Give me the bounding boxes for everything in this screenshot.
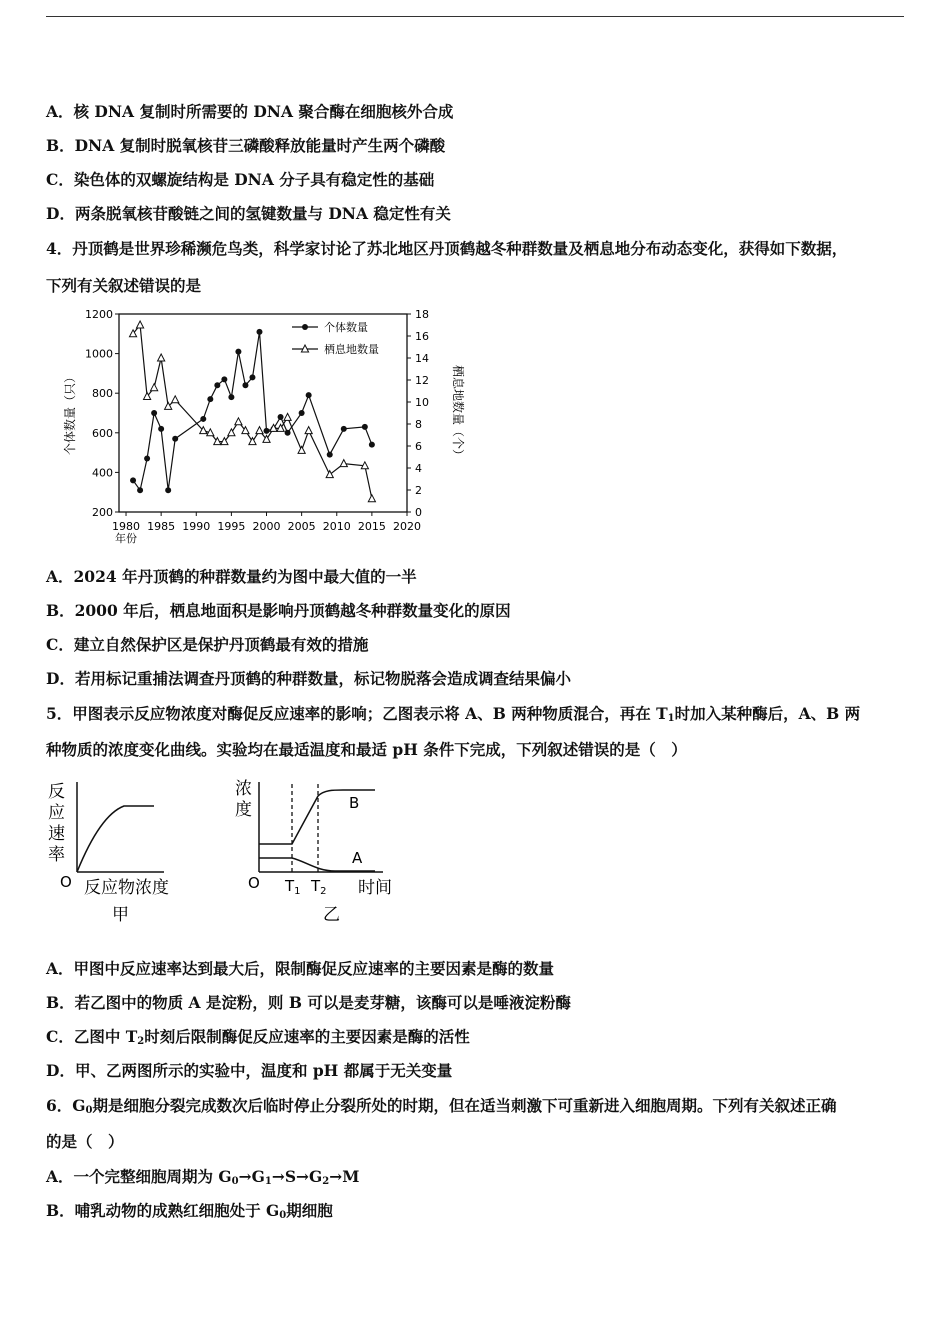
y-left-tick-label: 600 [92,426,113,440]
data-point-circle [207,396,213,402]
curve-b-label: B [349,794,360,812]
data-point-triangle [256,427,263,434]
q5-stem-line1 [46,704,860,729]
q4-stem-line2: 下列有关叙述错误的是 [46,276,202,295]
x-tick-label: 1995 [217,520,246,533]
legend-marker-circle [302,324,308,330]
q3-option-c: C．染色体的双螺旋结构是 DNA 分子具有稳定性的基础 [46,170,435,189]
data-point-triangle [340,460,347,467]
x-axis-title: 年份 [115,532,138,545]
data-point-triangle [298,446,305,453]
q3-option-a: A．核 DNA 复制时所需要的 DNA 聚合酶在细胞核外合成 [46,102,454,121]
q5-stem-line2: 种物质的浓度变化曲线。实验均在最适温度和最适 pH 条件下完成，下列叙述错误的是（ ） [46,740,687,759]
jia-ylabel-char: 率 [48,845,65,865]
data-point-circle [214,382,220,388]
q5-option-d: D．甲、乙两图所示的实验中，温度和 pH 都属于无关变量 [46,1061,453,1080]
data-point-circle [137,487,143,493]
jia-caption: 甲 [112,905,129,925]
data-point-triangle [158,354,165,361]
q5-option-b: B．若乙图中的物质 A 是淀粉，则 B 可以是麦芽糖，该酶可以是唾液淀粉酶 [46,993,571,1012]
x-tick-label: 1990 [182,520,211,533]
data-point-circle [158,426,164,432]
y-right-tick-label: 16 [415,330,429,343]
t2-label: $T_2$ [311,877,327,897]
y-right-tick-label: 6 [415,440,422,453]
q5-stem-part1: 5．甲图表示反应物浓度对酶促反应速率的影响；乙图表示将 A、B 两种物质混合，再在 T [46,704,668,723]
data-point-circle [200,416,206,422]
data-point-triangle [326,471,333,478]
q6-stem-part2: 期是细胞分裂完成数次后临时停止分裂所处的时期，但在适当刺激下可重新进入细胞周期。下列有关叙述正确 [92,1096,837,1115]
y-right-tick-label: 10 [415,396,429,409]
q4-option-c: C．建立自然保护区是保护丹顶鹤最有效的措施 [46,635,369,654]
q5-option-c-part1: C．乙图中 T [46,1027,138,1046]
jia-ylabel-char: 应 [48,803,65,823]
legend-label: 栖息地数量 [324,343,379,356]
yi-xlabel: 时间 [358,878,392,898]
crane-chart-svg [52,300,472,552]
chart-ticks [62,308,466,545]
q3-option-d: D．两条脱氧核苷酸链之间的氢键数量与 DNA 稳定性有关 [46,204,451,223]
figure-jia [40,770,190,934]
q5-stem-sub: 1 [667,713,675,724]
q6-option-a [46,1167,359,1192]
data-point-circle [306,392,312,398]
q6-stem-sub: 0 [85,1105,93,1116]
data-point-circle [299,410,305,416]
x-tick-label: 2015 [357,520,386,533]
text-part: 期细胞 [286,1201,333,1220]
q6-stem-part1: 6．G [46,1096,86,1115]
y-left-tick-label: 1200 [85,308,113,321]
x-tick-label: 2000 [252,520,281,533]
data-point-circle [256,329,262,335]
jia-origin: O [60,873,72,891]
subscript: 1 [264,1176,272,1187]
data-point-triangle [284,413,291,420]
y-right-tick-label: 18 [415,308,429,321]
figure-yi-svg [225,770,415,930]
y-left-tick-label: 800 [92,387,113,401]
y-right-axis-title: 栖息地数量（个） [451,364,465,462]
q5-stem-part2: 时加入某种酶后，A、B 两 [674,704,861,723]
subscript: 0 [231,1176,239,1187]
data-point-circle [341,426,347,432]
jia-ylabel-char: 速 [48,824,65,844]
data-point-circle [249,374,255,380]
figure-yi [225,770,415,934]
q4-option-b: B．2000 年后，栖息地面积是影响丹顶鹤越冬种群数量变化的原因 [46,601,511,620]
y-left-tick-label: 400 [92,466,113,480]
q4-option-d: D．若用标记重捕法调查丹顶鹤的种群数量，标记物脱落会造成调查结果偏小 [46,669,571,688]
q6-option-b [46,1201,333,1226]
data-point-circle [362,424,368,430]
curve-a-label: A [352,849,363,867]
y-right-tick-label: 8 [415,418,422,431]
data-point-circle [144,456,150,462]
figure-jia-svg [40,770,190,930]
jia-rate-curve [77,806,154,872]
q5-option-c-sub: 2 [137,1036,145,1047]
y-right-tick-label: 2 [415,484,422,497]
q4-stem-line1: 4．丹顶鹤是世界珍稀濒危鸟类，科学家讨论了苏北地区丹顶鹤越冬种群数量及栖息地分布动态变化，获得如下数据， [46,239,848,258]
x-tick-label: 2005 [287,520,316,533]
y-right-tick-label: 4 [415,462,422,475]
data-point-triangle [172,396,179,403]
q5-option-a: A．甲图中反应速率达到最大后，限制酶促反应速率的主要因素是酶的数量 [46,959,555,978]
data-point-circle [369,442,375,448]
text-part: →G [238,1167,265,1186]
data-point-circle [264,428,270,434]
subscript: 2 [322,1176,330,1187]
x-tick-label: 1985 [147,520,176,533]
y-left-tick-label: 200 [92,506,113,519]
data-point-circle [242,382,248,388]
text-part: B．哺乳动物的成熟红细胞处于 G [46,1201,280,1220]
t1-label: $T_1$ [285,877,301,897]
data-point-triangle [305,427,312,434]
data-point-triangle [151,384,158,391]
q5-option-c-part2: 时刻后限制酶促反应速率的主要因素是酶的活性 [144,1027,470,1046]
data-point-circle [278,414,284,420]
y-right-tick-label: 12 [415,374,429,387]
text-part: A．一个完整细胞周期为 G [46,1167,232,1186]
x-tick-label: 1980 [112,520,141,533]
y-left-tick-label: 1000 [85,347,113,361]
yi-origin: O [248,874,260,892]
text-part: →S→G [271,1167,323,1186]
q4-option-a: A．2024 年丹顶鹤的种群数量约为图中最大值的一半 [46,567,417,586]
data-point-circle [151,410,157,416]
x-tick-label: 2010 [322,520,351,533]
yi-caption: 乙 [323,905,340,925]
y-left-axis-title: 个体数量（只） [63,370,77,456]
y-right-tick-label: 0 [415,506,422,519]
y-right-tick-label: 14 [415,352,429,365]
data-point-circle [327,452,333,458]
data-point-circle [172,436,178,442]
q3-option-b: B．DNA 复制时脱氧核苷三磷酸释放能量时产生两个磷酸 [46,136,446,155]
data-point-triangle [368,495,375,502]
text-part: →M [329,1167,360,1186]
data-point-circle [228,394,234,400]
legend-label: 个体数量 [324,321,368,334]
data-point-circle [221,376,227,382]
q6-stem-line2: 的是（ ） [46,1132,124,1151]
data-point-circle [165,487,171,493]
jia-xlabel: 反应物浓度 [84,878,169,898]
q6-stem-line1 [46,1096,837,1121]
data-point-circle [130,477,136,483]
x-tick-label: 2020 [393,520,421,533]
chart-legend [292,320,379,356]
yi-ylabel-char: 度 [235,800,252,820]
yi-ylabel-char: 浓 [235,779,252,799]
data-point-triangle [136,321,143,328]
crane-chart [52,300,472,556]
subscript: 0 [279,1210,287,1221]
data-point-circle [285,430,291,436]
jia-ylabel-char: 反 [48,782,65,802]
data-point-triangle [235,418,242,425]
data-point-circle [235,349,241,355]
header-rule [46,16,904,17]
q5-option-c [46,1027,470,1052]
